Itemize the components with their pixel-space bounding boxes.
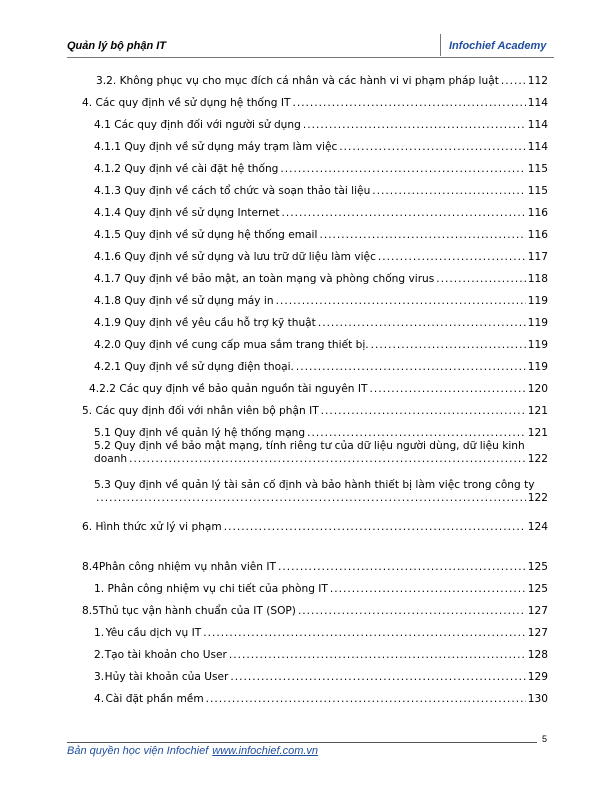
toc-leader-dots	[303, 119, 526, 132]
toc-entry-text: 5. Các quy định đối với nhân viên bộ phận IT	[82, 405, 319, 417]
toc-entry-number: 3.	[94, 671, 105, 683]
toc-entry[interactable]	[89, 380, 548, 396]
toc-leader-dots	[307, 427, 526, 440]
toc-entry-text: 4.1.7 Quy định về bảo mật, an toàn mạng và phòng chống virus	[94, 273, 435, 285]
footer-rule	[67, 742, 537, 743]
toc-entry-text: 4.1 Các quy định đối với người sử dụng	[94, 119, 301, 131]
toc-entry-text: Tạo tài khoản cho User	[104, 649, 227, 661]
toc-entry-text: 4.1.2 Quy định về cài đặt hệ thống	[94, 163, 279, 175]
toc-entry-text: Phân công nhiệm vụ nhân viên IT	[98, 561, 276, 573]
toc-entry[interactable]	[94, 440, 548, 474]
toc-entry[interactable]	[94, 160, 548, 176]
toc-entry-text: 4.1.9 Quy định về yêu cầu hỗ trợ kỹ thuật	[94, 317, 316, 329]
footer-copyright-text: Bản quyền học viện Infochief	[67, 745, 209, 757]
toc-leader-dots	[369, 383, 525, 396]
toc-entry[interactable]	[94, 624, 548, 640]
toc-entry[interactable]	[82, 518, 548, 534]
toc-entry-text: Thủ tục vận hành chuẩn của IT (SOP)	[98, 605, 296, 617]
toc-entry[interactable]	[82, 602, 548, 618]
toc-entry-page: 130	[527, 693, 548, 705]
toc-entry-text: 1. Phân công nhiệm vụ chi tiết của phòng IT	[94, 583, 328, 595]
header-academy-name: Infochief Academy	[449, 40, 547, 52]
toc-entry-text: 4.2.1 Quy định về sử dụng điện thoại.	[94, 361, 294, 373]
toc-entry[interactable]	[82, 94, 548, 110]
toc-entry-page: 125	[527, 561, 548, 573]
toc-entry[interactable]	[94, 646, 548, 662]
toc-entry[interactable]	[94, 690, 548, 706]
toc-entry-number: 8.5	[82, 605, 99, 617]
toc-leader-dots	[371, 339, 526, 352]
toc-leader-dots	[318, 317, 526, 330]
toc-entry-number: 4.	[94, 693, 105, 705]
toc-entry-page: 127	[527, 627, 548, 639]
toc-leader-dots	[276, 295, 526, 308]
toc-entry-text: 4.1.8 Quy định về sử dụng máy in	[94, 295, 274, 307]
toc-entry-page: 114	[527, 119, 548, 131]
toc-entry-text: Cài đặt phần mềm	[105, 693, 204, 705]
toc-leader-dots	[224, 521, 526, 534]
toc-entry-page: 125	[527, 583, 548, 595]
toc-leader-dots	[339, 141, 525, 154]
toc-leader-dots	[229, 649, 526, 662]
toc-entry[interactable]	[94, 424, 548, 440]
toc-entry-text: 4.1.4 Quy định về sử dụng Internet	[94, 207, 280, 219]
toc-leader-dots	[206, 693, 526, 706]
toc-entry[interactable]	[94, 580, 548, 596]
toc-entry-text: 4.2.2 Các quy định về bảo quản nguồn tài nguyên IT	[89, 383, 368, 395]
toc-leader-dots	[321, 405, 526, 418]
toc-entry-page: 122	[527, 453, 548, 465]
toc-entry-page: 117	[527, 251, 548, 263]
toc-entry[interactable]	[94, 204, 548, 220]
toc-entry[interactable]	[94, 138, 548, 154]
toc-entry[interactable]	[82, 402, 548, 418]
toc-entry-text: 5.2 Quy định về bảo mật mạng, tính riêng tư của dữ liệu người dùng, dữ liệu kinh	[94, 440, 525, 452]
toc-entry-page: 115	[527, 163, 548, 175]
toc-entry[interactable]	[94, 668, 548, 684]
toc-leader-dots	[280, 163, 525, 176]
toc-entry[interactable]	[94, 358, 548, 374]
toc-entry-page: 128	[527, 649, 548, 661]
toc-entry-page: 121	[527, 405, 548, 417]
footer-page-number: 5	[542, 734, 548, 744]
toc-leader-dots	[372, 185, 525, 198]
toc-entry-page: 116	[527, 207, 548, 219]
toc-entry-page: 129	[527, 671, 548, 683]
toc-leader-dots	[96, 492, 526, 505]
toc-entry-text: 6. Hình thức xử lý vi phạm	[82, 521, 222, 533]
toc-entry[interactable]	[94, 116, 548, 132]
toc-entry-page: 119	[527, 295, 548, 307]
toc-entry-text: 4.1.3 Quy định về cách tổ chức và soạn thảo tài liệu	[94, 185, 371, 197]
toc-leader-dots	[298, 605, 526, 618]
footer-website-link[interactable]: www.infochief.com.vn	[212, 745, 319, 757]
toc-entry[interactable]	[94, 479, 548, 513]
toc-entry-text: Hủy tài khoản của User	[104, 671, 229, 683]
toc-entry[interactable]	[94, 292, 548, 308]
toc-entry[interactable]	[94, 336, 548, 352]
toc-entry-page: 121	[527, 427, 548, 439]
toc-entry[interactable]	[94, 182, 548, 198]
toc-entry-text: 5.1 Quy định về quản lý hệ thống mạng	[94, 427, 306, 439]
toc-entry-page: 119	[527, 361, 548, 373]
toc-entry-page: 124	[527, 521, 548, 533]
toc-entry-number: 2.	[94, 649, 105, 661]
toc-entry[interactable]	[82, 558, 548, 574]
toc-entry[interactable]	[94, 314, 548, 330]
toc-entry-text-continued: doanh	[94, 453, 128, 465]
toc-entry-page: 116	[527, 229, 548, 241]
toc-entry-number: 8.4	[82, 561, 99, 573]
toc-leader-dots	[296, 361, 526, 374]
toc-entry-page: 115	[527, 185, 548, 197]
toc-leader-dots	[378, 251, 526, 264]
toc-entry-page: 122	[527, 492, 548, 504]
toc-entry-text: 4.1.6 Quy định về sử dụng và lưu trữ dữ liệu làm việc	[94, 251, 376, 263]
header-document-title: Quản lý bộ phận IT	[67, 40, 166, 52]
toc-entry-text: 3.2. Không phục vụ cho mục đích cá nhân và các hành vi vi phạm pháp luật	[96, 75, 499, 87]
toc-leader-dots	[436, 273, 525, 286]
toc-leader-dots	[292, 97, 525, 110]
toc-entry-page: 118	[527, 273, 548, 285]
toc-entry-text: 5.3 Quy định về quản lý tài sản cố định và bảo hành thiết bị làm việc trong công ty	[94, 479, 535, 491]
toc-entry-page: 120	[527, 383, 548, 395]
toc-entry-page: 127	[527, 605, 548, 617]
toc-entry-page: 114	[527, 97, 548, 109]
toc-leader-dots	[282, 207, 526, 220]
toc-entry-number: 1.	[94, 627, 105, 639]
toc-entry-page: 119	[527, 339, 548, 351]
toc-entry-text: 4. Các quy định về sử dụng hệ thống IT	[82, 97, 291, 109]
toc-entry[interactable]	[94, 270, 548, 286]
toc-leader-dots	[330, 583, 526, 596]
toc-leader-dots	[278, 561, 526, 574]
toc-leader-dots	[203, 627, 526, 640]
toc-entry-page: 114	[527, 141, 548, 153]
toc-entry[interactable]	[94, 226, 548, 242]
toc-entry-text: 4.2.0 Quy định về cung cấp mua sắm trang thiết bị.	[94, 339, 369, 351]
toc-leader-dots	[230, 671, 525, 684]
toc-leader-dots	[319, 229, 525, 242]
toc-leader-dots	[129, 453, 526, 466]
toc-entry-page: 119	[527, 317, 548, 329]
footer-copyright	[67, 745, 318, 757]
toc-entry-text: 4.1.5 Quy định về sử dụng hệ thống email	[94, 229, 318, 241]
toc-entry-text: 4.1.1 Quy định về sử dụng máy trạm làm việc	[94, 141, 338, 153]
toc-entry[interactable]	[94, 248, 548, 264]
toc-entry[interactable]	[96, 72, 548, 88]
toc-entry-text: Yêu cầu dịch vụ IT	[105, 627, 202, 639]
toc-leader-dots	[501, 75, 526, 88]
toc-entry-page: 112	[527, 75, 548, 87]
